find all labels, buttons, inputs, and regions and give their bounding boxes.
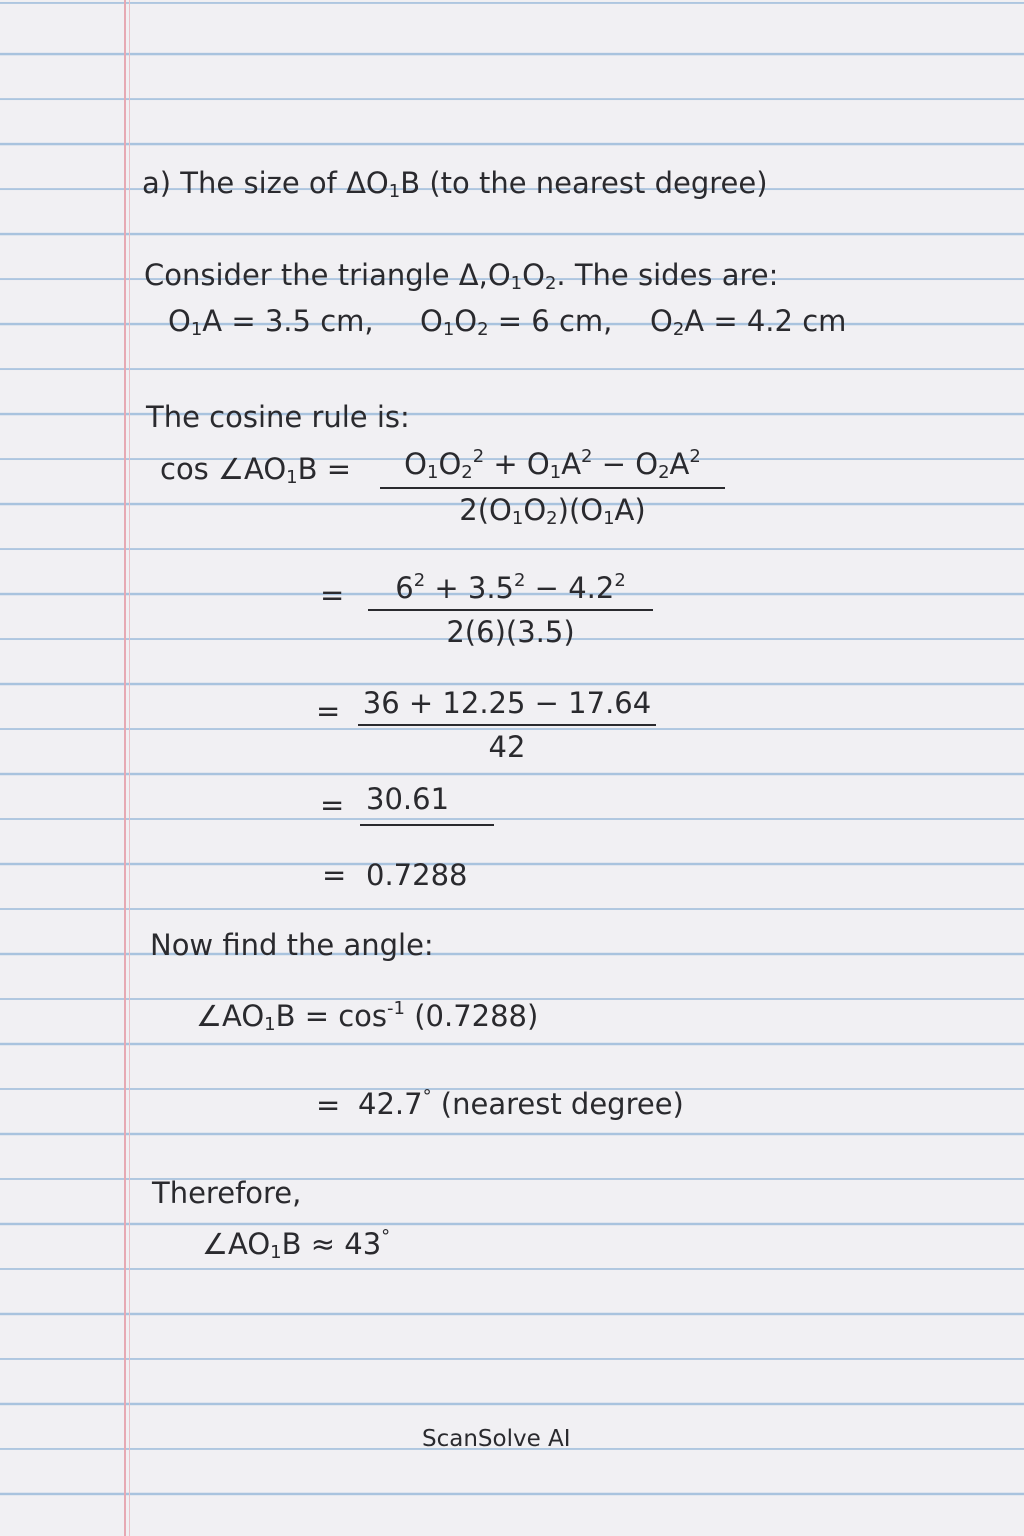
consider-post: . The sides are: [556, 258, 779, 292]
term: 2(O [459, 493, 512, 527]
footer-brand: ScanSolve AI [422, 1426, 571, 1452]
equals-sign: = [316, 1088, 341, 1122]
lhs-post: B = [297, 452, 352, 486]
inverse-cosine-line [196, 998, 538, 1035]
superscript: 2 [413, 570, 426, 591]
evaluated-fraction [358, 686, 656, 764]
margin-line-inner [129, 0, 130, 1536]
degree-symbol: ° [422, 1086, 432, 1107]
consider-o2: O [522, 258, 545, 292]
side-o1o2 [420, 304, 612, 340]
subscript: 2 [658, 462, 670, 483]
superscript: -1 [387, 998, 405, 1019]
cosine-rule-fraction [380, 446, 725, 529]
subscript: 1 [511, 508, 524, 529]
fraction-bar [368, 609, 653, 611]
superscript: 2 [614, 570, 626, 591]
subscript: 1 [264, 1014, 276, 1035]
delta-symbol: Δ [346, 166, 366, 200]
subscript: 1 [510, 273, 523, 294]
part-a-heading [142, 166, 768, 202]
angle-pre: ∠AO [196, 999, 265, 1033]
therefore-label: Therefore, [152, 1176, 302, 1210]
subscript: 1 [190, 319, 203, 340]
side-value: = 6 cm, [488, 304, 613, 338]
fraction-denominator [380, 493, 725, 529]
subscript: 1 [286, 467, 298, 488]
lhs-pre: cos ∠AO [160, 452, 287, 486]
final-answer [202, 1226, 390, 1263]
fraction-bar [380, 487, 725, 489]
side-o1a [168, 304, 374, 340]
subscript: 1 [549, 462, 562, 483]
heading-subscript: 1 [388, 181, 401, 202]
equals-sign: = [320, 788, 345, 822]
consider-pre: Consider the triangle [144, 258, 459, 292]
substitution-fraction [368, 570, 653, 649]
subscript: 1 [603, 508, 615, 529]
simplified-fraction [360, 782, 494, 830]
term: A [669, 447, 690, 481]
consider-line [144, 258, 778, 294]
heading-suffix: (to the nearest degree) [420, 166, 768, 200]
subscript: 2 [546, 508, 558, 529]
term: 6 [395, 571, 414, 605]
term: O [438, 447, 462, 481]
fraction-numerator: 30.61 [366, 782, 450, 816]
consider-mid: ,O [478, 258, 511, 292]
fraction-numerator [368, 570, 653, 605]
cosine-lhs [160, 452, 351, 488]
fraction-denominator: 42 [488, 730, 526, 764]
fraction-numerator [380, 446, 725, 483]
side-value: A = 3.5 cm, [202, 304, 374, 338]
term: O [523, 493, 547, 527]
delta-symbol: Δ [458, 258, 479, 292]
term: A) [614, 493, 646, 527]
side-value: A = 4.2 cm [684, 304, 847, 338]
equals-sign: = [320, 578, 345, 612]
superscript: 2 [514, 570, 526, 591]
result-note: (nearest degree) [431, 1087, 684, 1121]
term: + 3.5 [425, 571, 514, 605]
heading-b: B [400, 166, 421, 200]
term: − O [592, 447, 659, 481]
term: − 4.2 [525, 571, 615, 605]
result-value: 42.7 [358, 1087, 423, 1121]
subscript: 2 [461, 462, 473, 483]
subscript: 2 [477, 319, 489, 340]
subscript: 2 [544, 273, 557, 294]
term: )(O [557, 493, 604, 527]
final-pre: ∠AO [202, 1227, 271, 1261]
superscript: 2 [689, 446, 701, 467]
degree-symbol: ° [381, 1226, 391, 1247]
fraction-bar [358, 724, 656, 726]
fraction-bar [360, 824, 494, 826]
subscript: 1 [442, 319, 455, 340]
cosine-rule-label: The cosine rule is: [146, 400, 410, 434]
term: O [404, 447, 427, 481]
heading-o: O [365, 166, 389, 200]
margin-line [124, 0, 126, 1536]
term: A [561, 447, 582, 481]
side-o: O [454, 304, 478, 338]
superscript: 2 [472, 446, 485, 467]
equals-sign: = [322, 858, 347, 892]
find-angle-label: Now find the angle: [150, 928, 434, 962]
angle-mid: B = cos [275, 999, 388, 1033]
side-o: O [420, 304, 443, 338]
fraction-numerator: 36 + 12.25 − 17.64 [362, 686, 652, 720]
fraction-denominator: 2(6)(3.5) [446, 615, 575, 649]
side-o: O [168, 304, 191, 338]
cosine-value: 0.7288 [366, 858, 468, 892]
subscript: 2 [672, 319, 685, 340]
angle-post: (0.7288) [405, 999, 539, 1033]
term: + O [484, 447, 550, 481]
equals-sign: = [316, 694, 341, 728]
subscript: 1 [270, 1242, 282, 1263]
subscript: 1 [427, 462, 439, 483]
heading-prefix: a) The size of [142, 166, 347, 200]
superscript: 2 [581, 446, 593, 467]
final-post: B ≈ 43 [281, 1227, 382, 1261]
side-o: O [650, 304, 673, 338]
angle-result [358, 1086, 684, 1121]
side-o2a [650, 304, 846, 340]
